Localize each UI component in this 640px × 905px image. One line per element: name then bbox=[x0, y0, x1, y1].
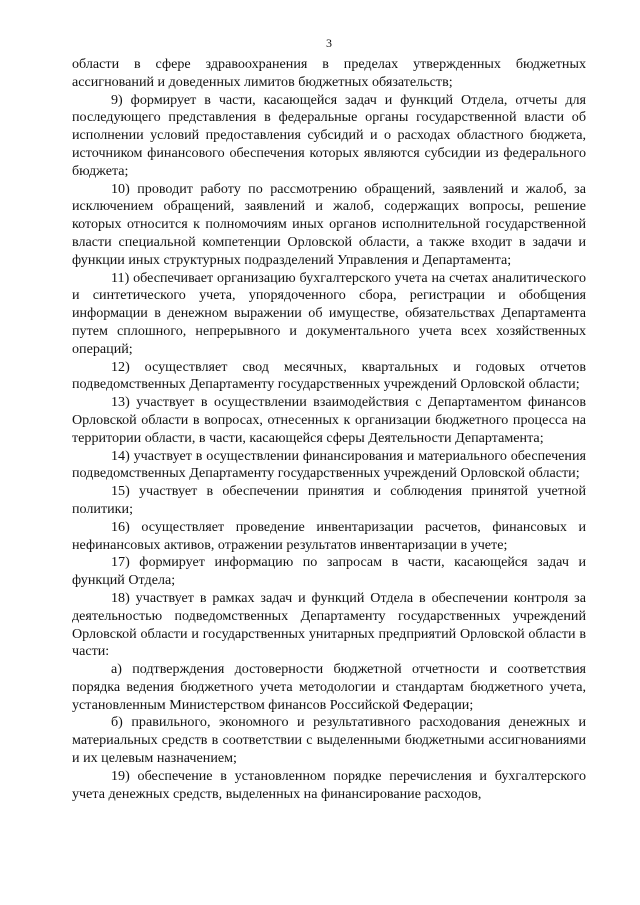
paragraph: 16) осуществляет проведение инвентаризации расчетов, финансовых и нефинансовых активов, отражении результатов инвентаризации в учете; bbox=[72, 518, 586, 553]
paragraph: 9) формирует в части, касающейся задач и функций Отдела, отчеты для последующего представления в федеральные органы государственной власти об исполнении условий предоставления субсидий и о расходах областного бюджета, источником финансового обеспечения которых являются субсидии из федерального бюджета; bbox=[72, 91, 586, 179]
paragraph: 17) формирует информацию по запросам в части, касающейся задач и функций Отдела; bbox=[72, 554, 586, 589]
paragraph: 18) участвует в рамках задач и функций Отдела в обеспечении контроля за деятельностью подведомственных Департаменту государственных учреждений Орловской области и государственных унитарных предприятий Орловской области в части: bbox=[72, 589, 586, 660]
paragraph: 19) обеспечение в установленном порядке перечисления и бухгалтерского учета денежных средств, выделенных на финансирование расходов, bbox=[72, 767, 586, 802]
page-number: 3 bbox=[326, 36, 332, 50]
document-body bbox=[72, 56, 586, 803]
paragraph: 11) обеспечивает организацию бухгалтерского учета на счетах аналитического и синтетического учета, упорядоченного сбора, регистрации и обобщения информации в денежном выражении об имуществе, обязательствах Департамента путем сплошного, непрерывного и документального учета всех хозяйственных операций; bbox=[72, 269, 586, 357]
paragraph: 14) участвует в осуществлении финансирования и материального обеспечения подведомственных Департаменту государственных учреждений Орловской области; bbox=[72, 447, 586, 482]
paragraph: а) подтверждения достоверности бюджетной отчетности и соответствия порядка ведения бюджетного учета методологии и стандартам бюджетного учета, установленным Министерством финансов Российской Федерации; bbox=[72, 661, 586, 713]
paragraph: области в сфере здравоохранения в пределах утвержденных бюджетных ассигнований и доведенных лимитов бюджетных обязательств; bbox=[72, 56, 586, 90]
paragraph: 12) осуществляет свод месячных, квартальных и годовых отчетов подведомственных Департаменту государственных учреждений Орловской области; bbox=[72, 358, 586, 393]
paragraph: 13) участвует в осуществлении взаимодействия с Департаментом финансов Орловской области в вопросах, отнесенных к организации бюджетного процесса на территории области, в части, касающейся сферы Деятельности Департамента; bbox=[72, 394, 586, 446]
paragraph: 10) проводит работу по рассмотрению обращений, заявлений и жалоб, за исключением обращений, заявлений и жалоб, содержащих вопросы, решение которых относится к полномочиям иных органов исполнительной государственной власти специальной компетенции Орловской области, а также входит в задачи и функции иных структурных подразделений Управления и Департамента; bbox=[72, 180, 586, 268]
paragraph: б) правильного, экономного и результативного расходования денежных и материальных средств в соответствии с выделенными бюджетными ассигнованиями и их целевым назначением; bbox=[72, 714, 586, 767]
paragraph: 15) участвует в обеспечении принятия и соблюдения принятой учетной политики; bbox=[72, 483, 586, 517]
